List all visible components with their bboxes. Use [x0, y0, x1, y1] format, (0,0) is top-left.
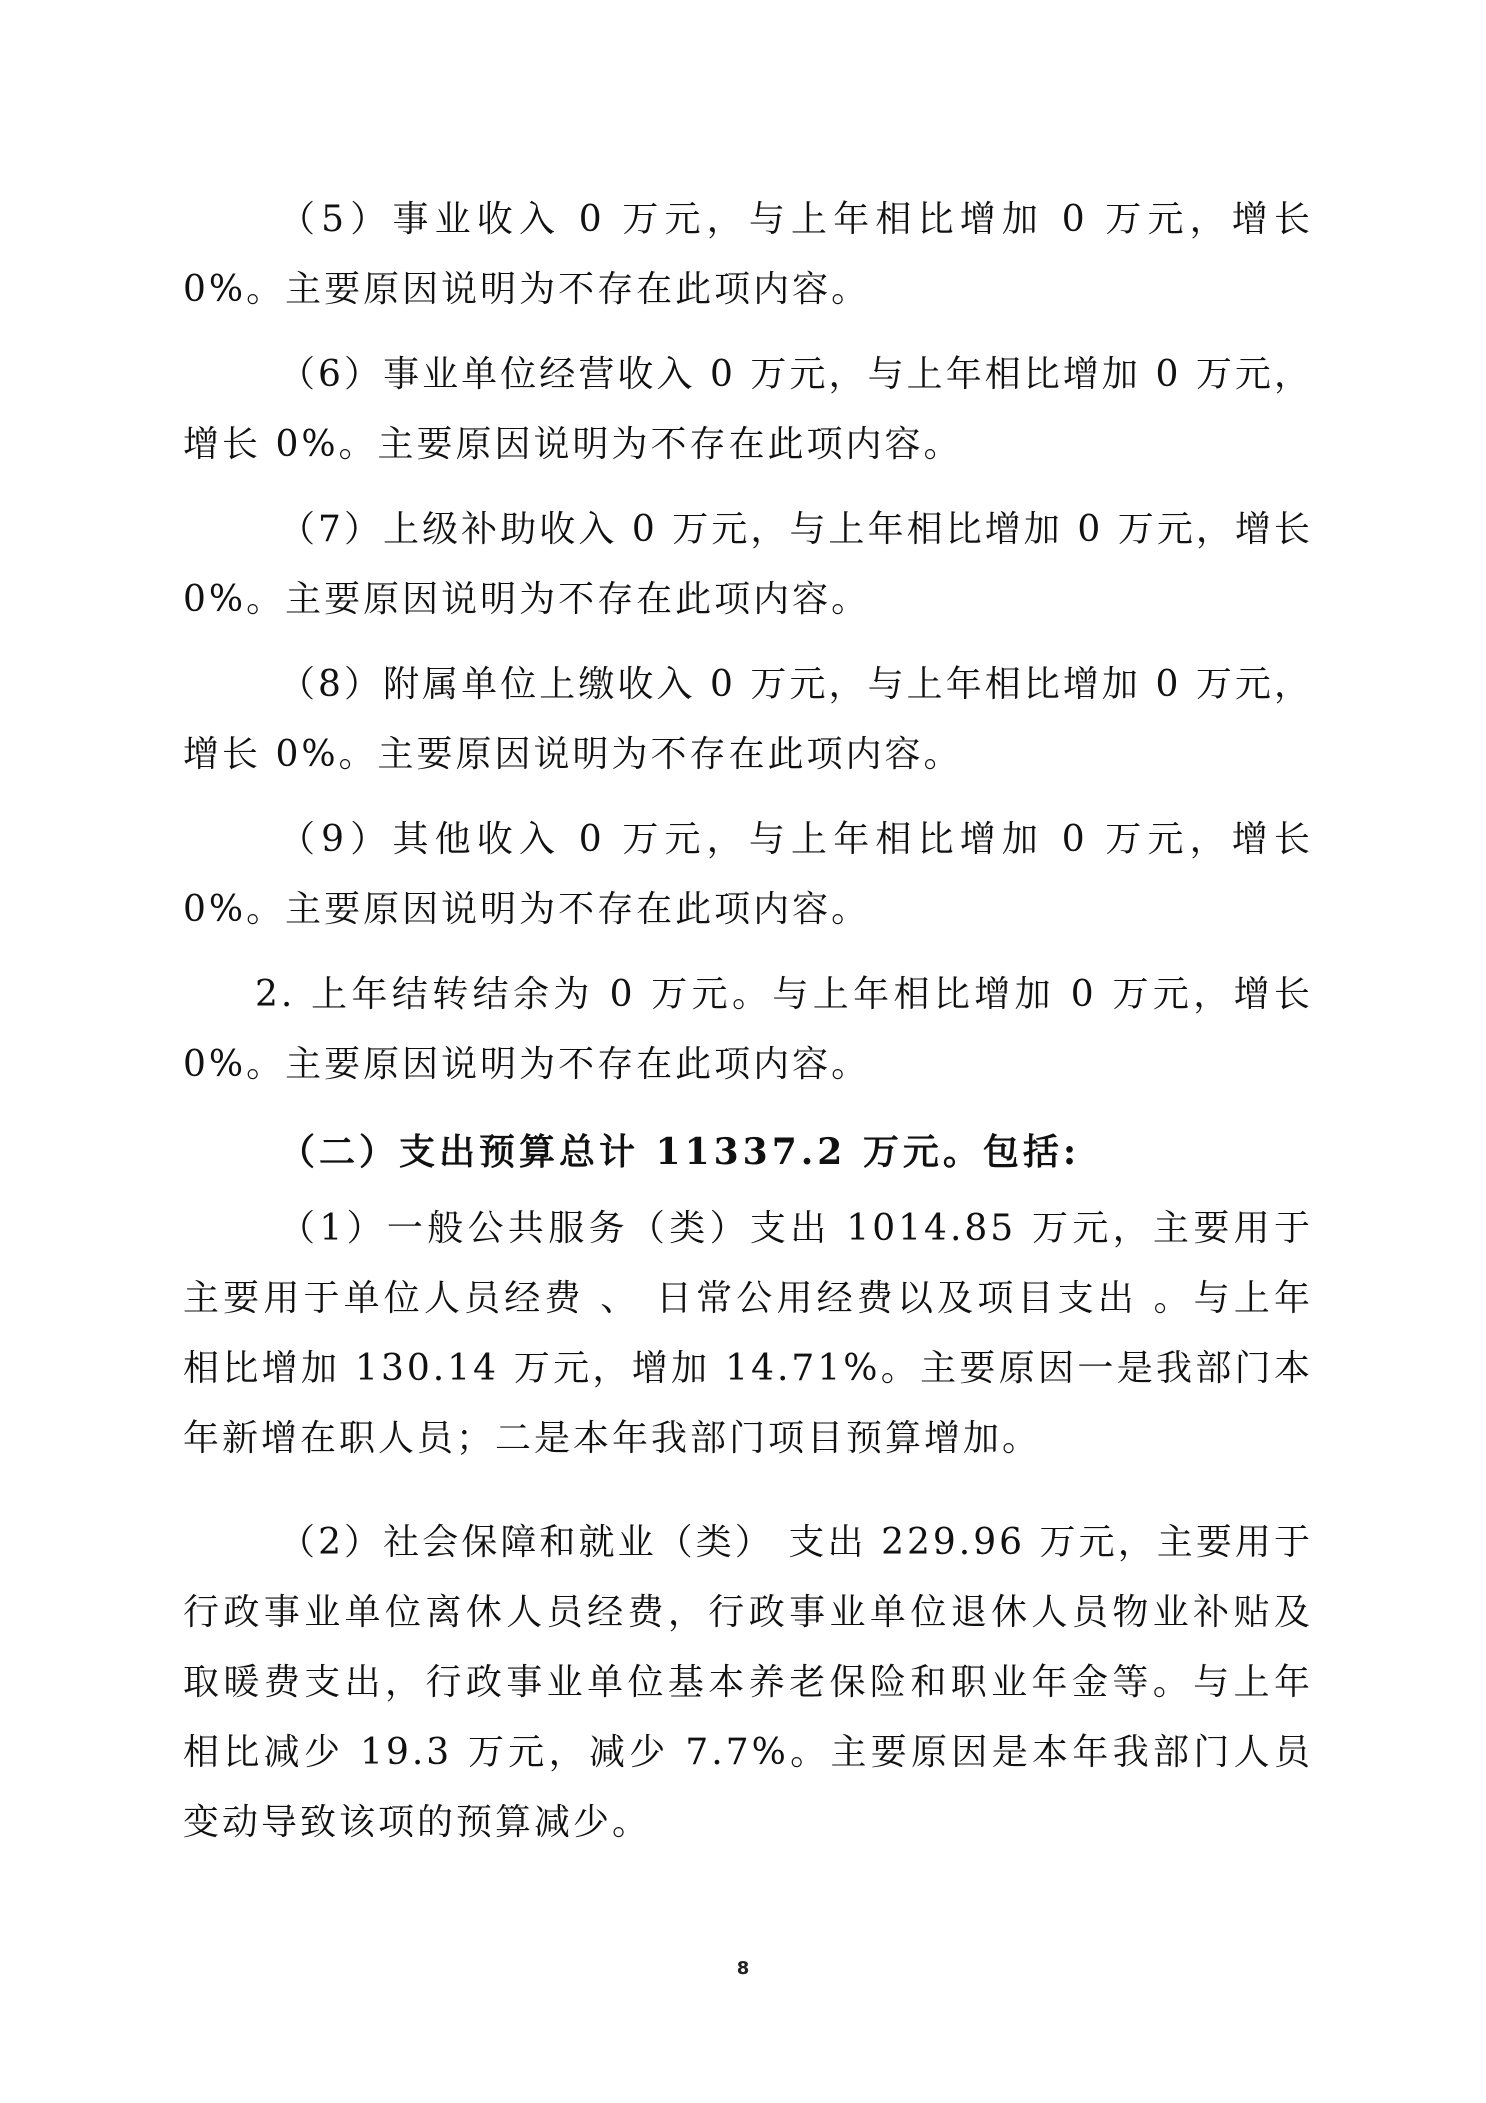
paragraph-prior-year-carryover: 2. 上年结转结余为 0 万元。与上年相比增加 0 万元，增长 0%。主要原因说明为不存在此项内容。 — [183, 974, 1313, 1085]
paragraph-affiliate-remittance-income: （8）附属单位上缴收入 0 万元，与上年相比增加 0 万元，增长 0%。主要原因说明为不存在此项内容。 — [183, 664, 1313, 775]
page-number: 8 — [736, 1958, 750, 1979]
section-heading-expenditure-budget: （二）支出预算总计 11337.2 万元。包括: — [279, 1131, 1081, 1173]
paragraph-business-income: （5）事业收入 0 万元，与上年相比增加 0 万元，增长 0%。主要原因说明为不存在此项内容。 — [183, 199, 1313, 310]
paragraph-operating-income: （6）事业单位经营收入 0 万元，与上年相比增加 0 万元，增长 0%。主要原因说明为不存在此项内容。 — [183, 354, 1313, 465]
paragraph-other-income: （9）其他收入 0 万元，与上年相比增加 0 万元，增长 0%。主要原因说明为不存在此项内容。 — [183, 819, 1313, 930]
paragraph-social-security-employment: （2）社会保障和就业（类） 支出 229.96 万元，主要用于行政事业单位离休人员经费，行政事业单位退休人员物业补贴及取暖费支出，行政事业单位基本养老保险和职业年金等。与上年相比减少 19.3 万元，减少 7.7%。主要原因是本年我部门人员变动导致该项的预算减少。 — [183, 1522, 1313, 1843]
paragraph-general-public-services: （1）一般公共服务（类）支出 1014.85 万元，主要用于主要用于单位人员经费 、 日常公用经费以及项目支出 。与上年相比增加 130.14 万元，增加 14.71%。主要原因一是我部门本年新增在职人员；二是本年我部门项目预算增加。 — [183, 1208, 1313, 1459]
paragraph-superior-subsidy-income: （7）上级补助收入 0 万元，与上年相比增加 0 万元，增长 0%。主要原因说明为不存在此项内容。 — [183, 509, 1313, 620]
